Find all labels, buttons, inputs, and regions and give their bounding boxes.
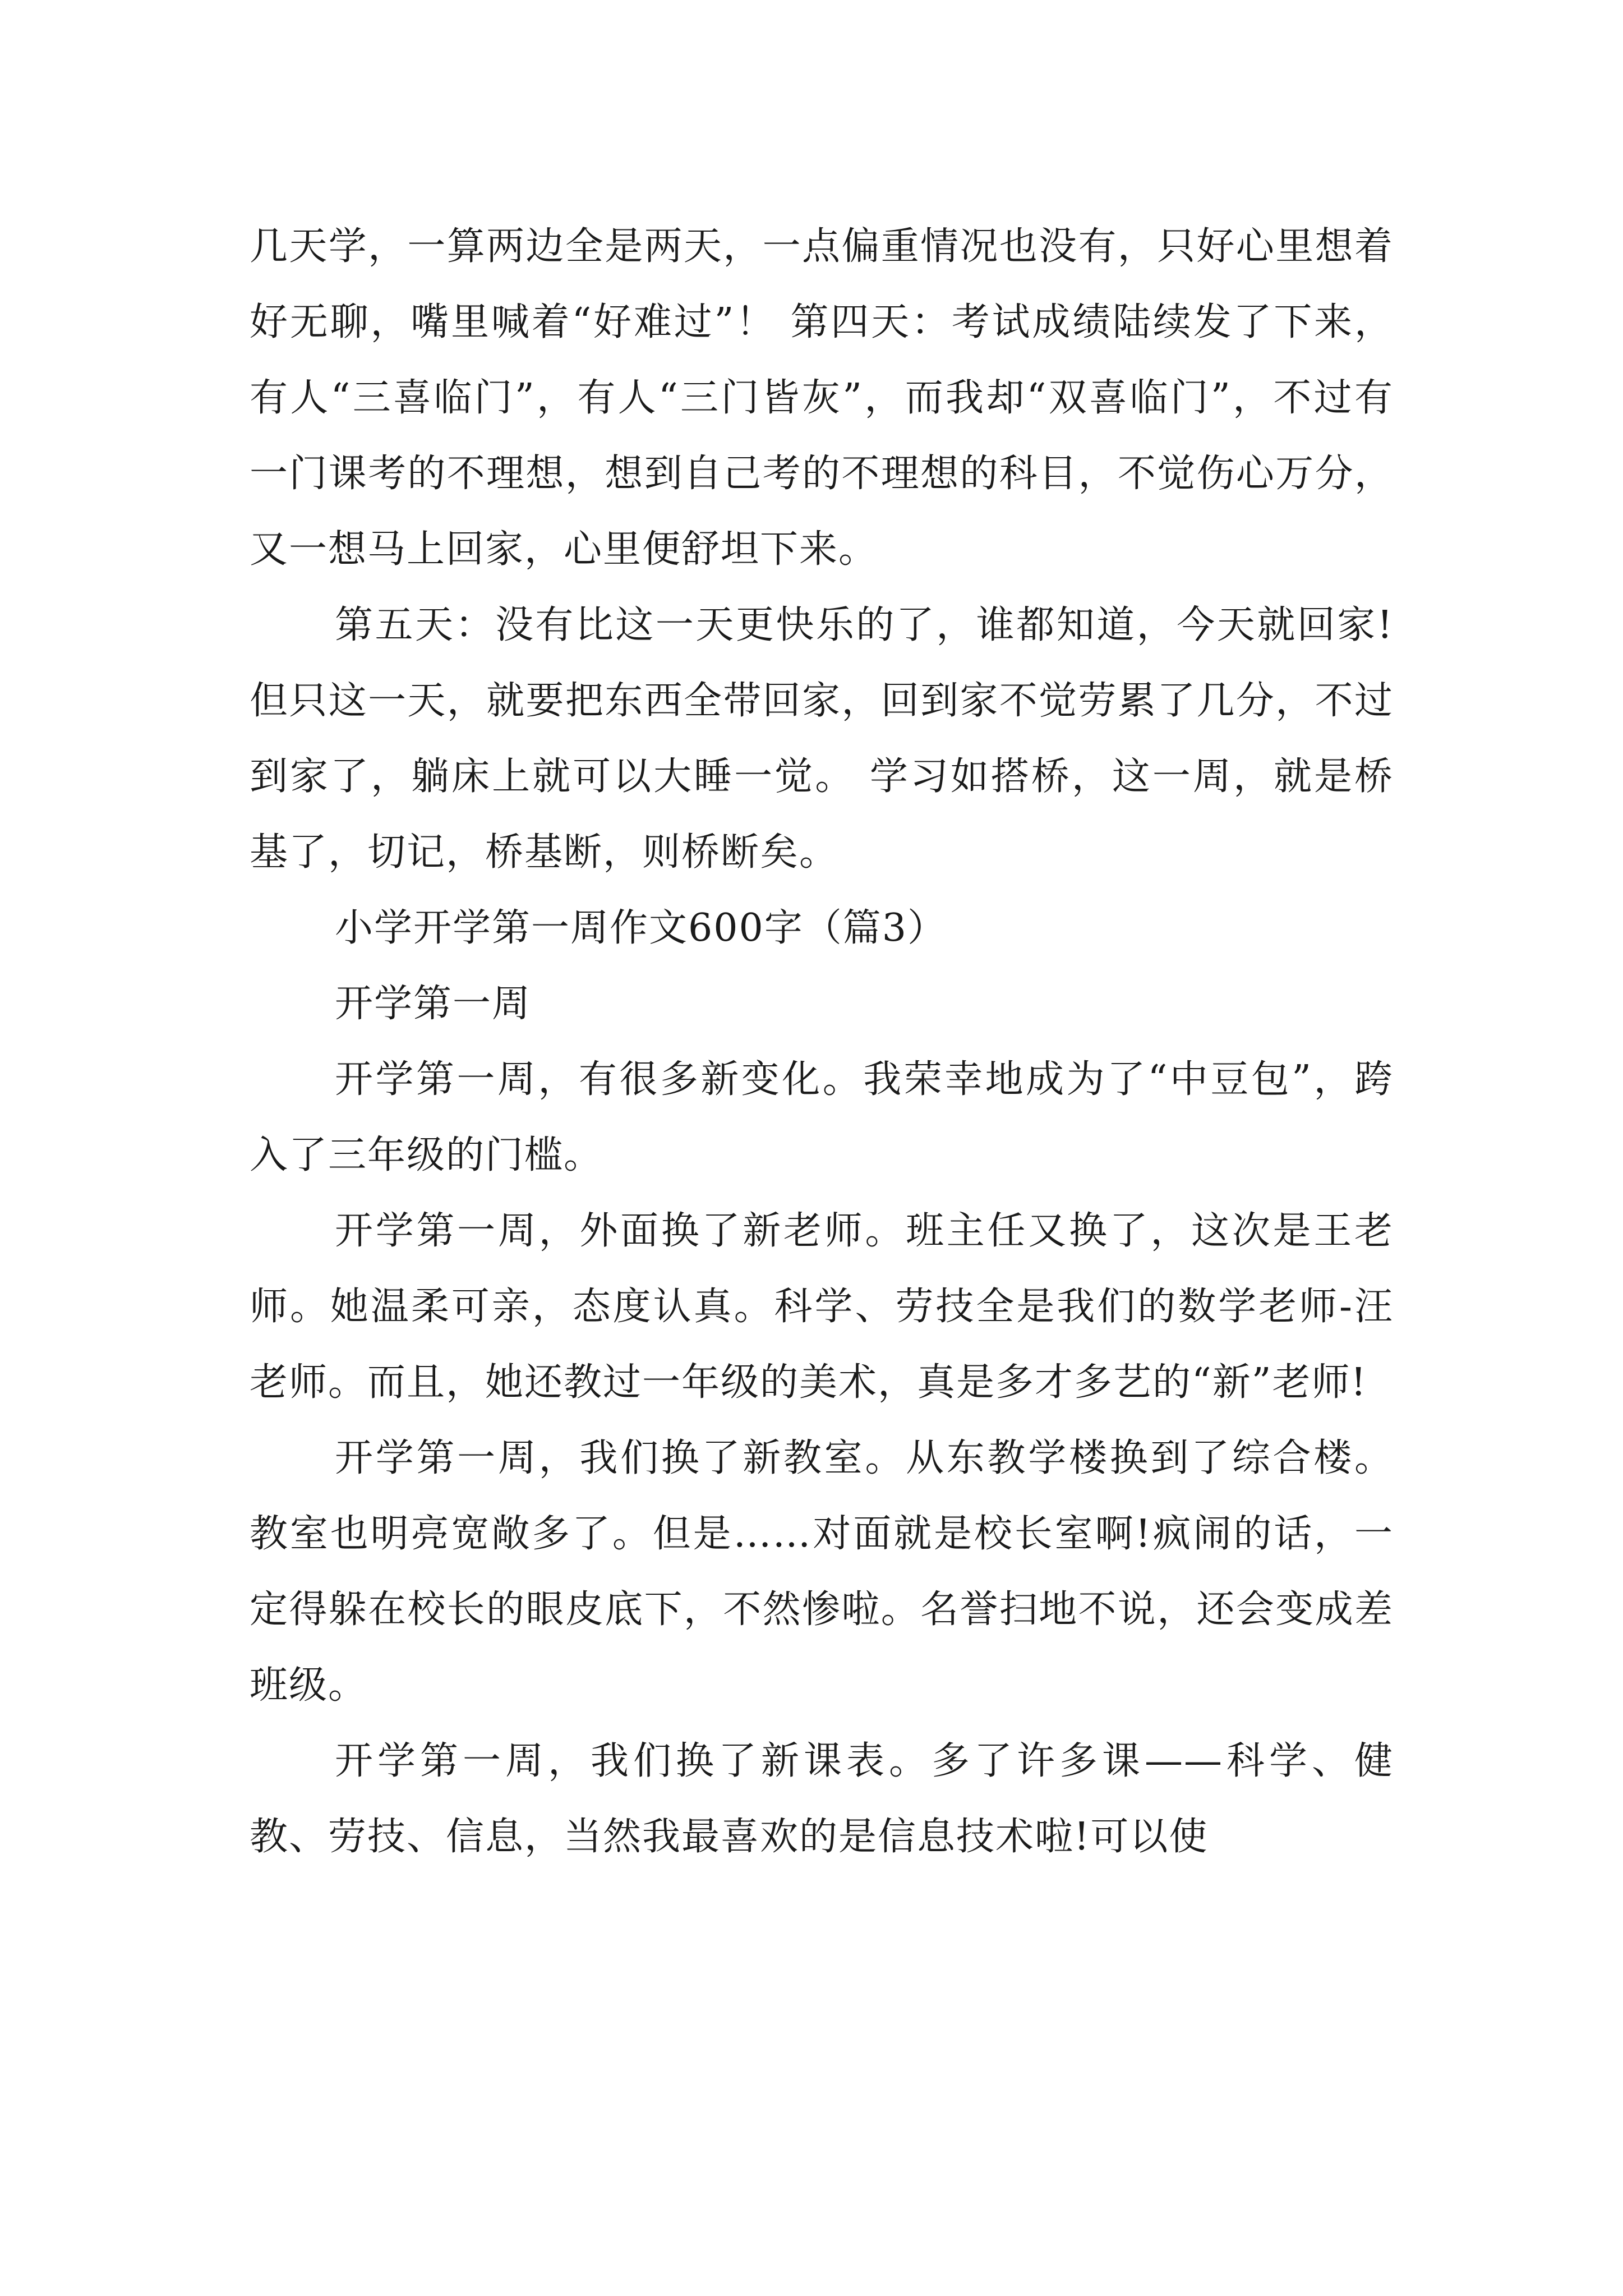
paragraph-new-classroom: 开学第一周，我们换了新教室。从东教学楼换到了综合楼。教室也明亮宽敞多了。但是……对面就是校长室啊!疯闹的话，一定得躲在校长的眼皮底下，不然惨啦。名誉扫地不说，还会变成差班级。 — [250, 1436, 1394, 1708]
paragraph-new-schedule: 开学第一周，我们换了新课表。多了许多课——科学、健教、劳技、信息，当然我最喜欢的是信息技术啦!可以使 — [250, 1739, 1394, 1859]
document-body — [250, 209, 1394, 1875]
paragraph-intro: 开学第一周，有很多新变化。我荣幸地成为了“中豆包”，跨入了三年级的门槛。 — [250, 1057, 1394, 1177]
section-title: 小学开学第一周作文600字（篇3） — [335, 906, 947, 950]
paragraph-day-five: 第五天：没有比这一天更快乐的了，谁都知道，今天就回家!但只这一天，就要把东西全带回家，回到家不觉劳累了几分，不过到家了，躺床上就可以大睡一觉。 学习如搭桥，这一周，就是桥基了，切记，桥基断，则桥断矣。 — [250, 603, 1394, 875]
paragraph-new-teacher: 开学第一周，外面换了新老师。班主任又换了，这次是王老师。她温柔可亲，态度认真。科学、劳技全是我们的数学老师-汪老师。而且，她还教过一年级的美术，真是多才多艺的“新”老师! — [250, 1209, 1394, 1405]
essay-title: 开学第一周 — [335, 982, 532, 1026]
paragraph-continued: 几天学，一算两边全是两天，一点偏重情况也没有，只好心里想着好无聊，嘴里喊着“好难过”！ 第四天：考试成绩陆续发了下来，有人“三喜临门”，有人“三门皆灰”，而我却“双喜临门”，不过有一门课考的不理想，想到自己考的不理想的科目，不觉伤心万分，又一想马上回家，心里便舒坦下来。 — [250, 224, 1394, 572]
